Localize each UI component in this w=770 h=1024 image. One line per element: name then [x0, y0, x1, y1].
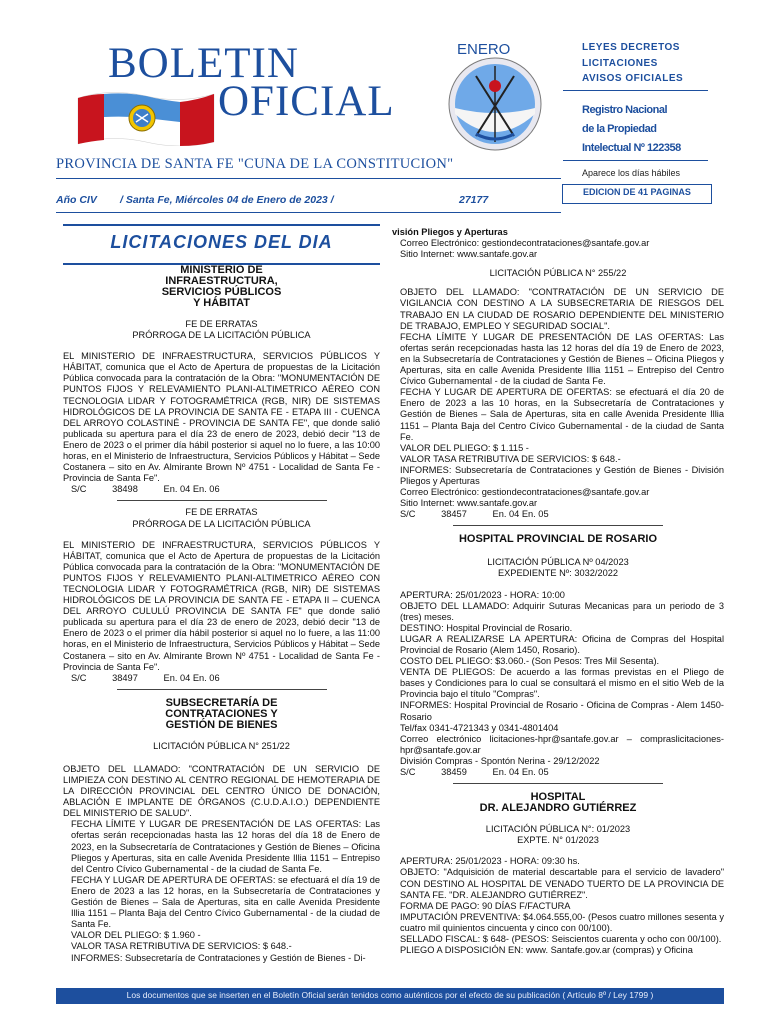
divider	[563, 160, 708, 161]
licitacion-tasa: VALOR TASA RETRIBUTIVA DE SERVICIOS: $ 648.-	[71, 941, 292, 952]
hospital-division: División Compras - Spontón Nerina - 29/12/2022	[400, 755, 600, 766]
licitacion-number: LICITACIÓN PÚBLICA N° 255/22	[489, 268, 627, 279]
tag-licitaciones: LICITACIONES	[582, 57, 658, 69]
licitacion-email: Correo Electrónico: gestiondecontrataciones@santafe.gov.ar	[400, 487, 650, 498]
hospital-tel: Tel/fax 0341-4721343 y 0341-4801404	[400, 722, 559, 733]
hospital-objeto: OBJETO DEL LLAMADO: Adquirir Suturas Mecanicas para un periodo de 3 (tres) meses.	[400, 600, 724, 622]
errata-subheading: PRÓRROGA DE LA LICITACIÓN PÚBLICA	[132, 330, 311, 341]
hospital-apertura: APERTURA: 25/01/2023 - HORA: 10:00	[400, 589, 565, 600]
separator	[117, 689, 327, 690]
continuation-line: visión Pliegos y Aperturas	[392, 227, 508, 237]
left-column	[63, 265, 380, 980]
ministry-heading-4: Y HÁBITAT	[193, 297, 250, 309]
registro-line-1: Registro Nacional	[582, 104, 668, 116]
ministry-heading-3: SERVICIOS PÚBLICOS	[161, 286, 282, 298]
separator	[453, 783, 663, 784]
licitacion-valor: VALOR DEL PLIEGO: $ 1.960 -	[71, 930, 201, 941]
month-label: ENERO	[457, 41, 511, 58]
hospital-destino: DESTINO: Hospital Provincial de Rosario.	[400, 622, 573, 633]
licitacion-informes: INFORMES: Subsecretaría de Contrataciones y Gestión de Bienes - División Pliegos y Aperturas	[400, 464, 724, 486]
header-rule	[56, 178, 561, 179]
hospital2-apertura: APERTURA: 25/01/2023 - HORA: 09:30 hs.	[400, 856, 580, 867]
hospital-lugar: LUGAR A REALIZARSE LA APERTURA: Oficina de Compras del Hospital Provincial de Rosario (Alem 1450, Rosario).	[400, 633, 724, 655]
edition-pages: EDICION DE 41 PAGINAS	[583, 187, 691, 197]
errata-subheading: PRÓRROGA DE LA LICITACIÓN PÚBLICA	[132, 518, 311, 529]
hospital-title: HOSPITAL PROVINCIAL DE ROSARIO	[458, 533, 658, 546]
licitacion-informes: INFORMES: Subsecretaría de Contrataciones y Gestión de Bienes - Di-	[71, 952, 366, 963]
licitacion-valor: VALOR DEL PLIEGO: $ 1.115 -	[400, 442, 529, 453]
divider	[563, 90, 708, 91]
hospital-venta: VENTA DE PLIEGOS: De acuerdo a las formas previstas en el Pliego de bases y Condiciones para lo cual se consultará el mismo en el sitio Web de la Provincia bajo el título "Compras".	[400, 667, 724, 700]
hospital2-imputacion: IMPUTACIÓN PREVENTIVA: $4.064.555,00- (Pesos cuatro millones sesenta y cuatro mil quinientos cincuenta y cinco con 00/100).	[400, 911, 724, 933]
tag-avisos: AVISOS OFICIALES	[582, 73, 684, 84]
errata-ref: S/C 38498 En. 04 En. 06	[71, 484, 220, 495]
licitacion-site: Sitio Internet: www.santafe.gov.ar	[400, 498, 538, 509]
licitacion-opening: FECHA Y LUGAR DE APERTURA DE OFERTAS: se efectuará el día 19 de Enero de 2023 a las 12 horas, en la Subsecretaría de Contrataciones y Gestión de Bienes – Sala de Aperturas, sita en calle Avenida Presidente Illia 1151 – Planta Baja del Centro Cívico Gubernamental - de la ciudad de Santa Fe.	[71, 874, 380, 930]
hospital-licitacion: LICITACIÓN PÚBLICA Nº 04/2023	[487, 557, 629, 568]
registro-line-2: de la Propiedad	[582, 123, 657, 135]
footer-bar: Los documentos que se inserten en el Boletín Oficial serán tenidos como auténticos por el efecto de su publicación ( Artículo 8º / Ley 1799 )	[56, 988, 724, 1004]
errata-body: EL MINISTERIO DE INFRAESTRUCTURA, SERVICIOS PÚBLICOS Y HÁBITAT, comunica que el Acto de Apertura de propuestas de la Licitación Pública convocada para la contratación de la Obra: "MONUMENTACIÓN DE PUNTOS FIJOS Y RELEVAMIENTO PLANI-ALTIMETRICO AÉREO CON TECNOLOGIA LIDAR Y FOTOGRAMÉTRICA (RGB, NIR) DE SISTEMAS HIDROLÓGICOS DE LA PROVINCIA DE SANTA FE - ETAPA III - CUENCA DEL ARROYO COLASTINÉ - PROVINCIA DE SANTA FE", que donde salió publicada su apertura para el día 23 de enero de 2023, debió decir "13 de Enero de 2023 o el primer día hábil posterior si aquel no lo fuere, a las 10:00 horas, en el Ministerio de Infraestructura, Servicios Públicos y Hábitat – Sede Costanera – sito en Av. Almirante Brown Nº 4751 - Localidad de Santa Fe - Provincia de Santa Fe".	[63, 351, 380, 484]
licitacion-ref: S/C 38457 En. 04 En. 05	[400, 509, 549, 520]
registro-block	[582, 101, 681, 158]
ministry-heading-2: INFRAESTRUCTURA,	[165, 275, 278, 287]
year-label: Año CIV	[56, 194, 97, 206]
hospital2-pago: FORMA DE PAGO: 90 DÍAS F/FACTURA	[400, 900, 571, 911]
province-subtitle: PROVINCIA DE SANTA FE "CUNA DE LA CONSTITUCION"	[56, 156, 454, 172]
hospital2-title-2: DR. ALEJANDRO GUTIÉRREZ	[479, 802, 637, 815]
tag-leyes: LEYES DECRETOS	[582, 42, 680, 53]
licitacion-number: LICITACIÓN PÚBLICA N° 251/22	[153, 740, 290, 751]
licitacion-object: OBJETO DEL LLAMADO: "CONTRATACIÓN DE UN SERVICIO DE VIGILANCIA CON DESTINO A LA SUBSECRETARIA DE RIESGOS DEL TRABAJO EN LA CIUDAD DE ROSARIO DEPENDIENTE DEL MINISTERIO DE TRABAJO, EMPLEO Y SEGURIDAD SOCIAL".	[400, 287, 724, 331]
hospital-costo: COSTO DEL PLIEGO: $3.060.- (Son Pesos: Tres Mil Sesenta).	[400, 656, 660, 667]
continuation-site: Sitio Internet: www.santafe.gov.ar	[400, 249, 538, 260]
ministry-heading-1: MINISTERIO DE	[180, 265, 263, 276]
errata-ref: S/C 38497 En. 04 En. 06	[71, 672, 220, 683]
date-rule	[56, 212, 561, 213]
licitacion-tasa: VALOR TASA RETRIBUTIVA DE SERVICIOS: $ 648.-	[400, 453, 621, 464]
edition-number: 27177	[459, 194, 489, 206]
hospital-informes: INFORMES: Hospital Provincial de Rosario - Oficina de Compras - Alem 1450- Rosario	[400, 700, 724, 722]
hospital-ref: S/C 38459 En. 04 En. 05	[400, 767, 549, 778]
separator	[117, 500, 327, 501]
subsec-heading-2: CONTRATACIONES Y	[165, 707, 278, 720]
hospital2-expediente: EXPTE. N° 01/2023	[517, 835, 599, 846]
habiles-note: Aparece los días hábiles	[582, 168, 681, 178]
hospital2-objeto: OBJETO: "Adquisición de material descartable para el servicio de lavadero" CON DESTINO AL HOSPITAL DE VENADO TUERTO DE LA PROVINCIA DE SANTA FE. "DR. ALEJANDRO GUTIÉRREZ".	[400, 867, 724, 900]
licitacion-deadline: FECHA LÍMITE Y LUGAR DE PRESENTACIÓN DE LAS OFERTAS: Las ofertas serán recepcionadas hasta las 12 horas del día 18 de Enero de 2023, en la Subsecretaría de Contrataciones y Gestión de Bienes – Oficina Pliegos y Aperturas, sita en calle Avenida Presidente Illia 1151 – Entrepiso del Centro Cívico Gubernamental - de la ciudad de Santa Fe.	[71, 819, 380, 874]
title-oficial: OFICIAL	[218, 78, 395, 125]
santa-fe-flag-emblem	[76, 84, 216, 146]
licitacion-deadline: FECHA LÍMITE Y LUGAR DE PRESENTACIÓN DE LAS OFERTAS: Las ofertas serán recepcionadas hasta las 12 horas del día 19 de Enero de 2023, en la Subsecretaría de Contrataciones y Gestión de Bienes – Oficina Pliegos y Aperturas, sita en calle Avenida Presidente Illia 1151 – Entrepiso del Centro Cívico Gubernamental - de la ciudad de Santa Fe.	[400, 331, 724, 387]
coat-of-arms-icon	[446, 56, 544, 152]
licitacion-object: OBJETO DEL LLAMADO: "CONTRATACIÓN DE UN SERVICIO DE LIMPIEZA CON DESTINO AL CENTRO REGIONAL DE HEMOTERAPIA DE LA DIRECCIÓN PROVINCIAL DEL CENTRO ÚNICO DE DONACIÓN, ABLACIÓN E IMPLANTE DE ÓRGANOS (C.U.D.A.I.O.) DEPENDIENTE DEL MINISTERIO DE SALUD".	[63, 763, 380, 819]
right-column	[392, 227, 724, 984]
hospital2-licitacion: LICITACIÓN PÚBLICA N°: 01/2023	[485, 824, 631, 835]
publication-types	[582, 40, 683, 87]
errata-body: EL MINISTERIO DE INFRAESTRUCTURA, SERVICIOS PÚBLICOS Y HÁBITAT, comunica que el Acto de Apertura de propuestas de la Licitación Pública convocada para la contratación de la Obra: "MONUMENTACIÓN DE PUNTOS FIJOS Y RELEVAMIENTO PLANI-ALTIMETRICO AÉREO CON TECNOLOGIA LIDAR Y FOTOGRAMÉTRICA (RGB, NIR) DE SISTEMAS HIDROLÓGICOS DE LA PROVINCIA DE SANTA FE - ETAPA II – CUENCA DEL ARROYO CULULÚ PROVINCIA DE SANTA FE" que donde salió publicada su apertura para el día 23 de enero de 2023, debió decir "13 de Enero de 2023 o el primer día hábil posterior si aquel no lo fuere, a las 11:00 horas, en el Ministerio de Infraestructura, Servicios Públicos y Hábitat – Sede Costanera – sito en Av. Almirante Brown Nº 4751 - Localidad de Santa Fe - Provincia de Santa Fe".	[63, 539, 380, 672]
hospital2-sellado: SELLADO FISCAL: $ 648- (PESOS: Seiscientos cuarenta y ocho con 00/100).	[400, 933, 722, 944]
hospital-correo: Correo electrónico licitaciones-hpr@santafe.gov.ar – compraslicitaciones-hpr@santafe.gov.ar	[400, 733, 724, 755]
subsec-heading-3: GESTIÓN DE BIENES	[165, 718, 278, 731]
licitacion-opening: FECHA Y LUGAR DE APERTURA DE OFERTAS: se efectuará el día 20 de Enero de 2023 a las 10 horas, en la Subsecretaría de Contrataciones y Gestión de Bienes – Sala de Aperturas, sita en calle Avenida Presidente Illia 1151 – Planta Baja del Centro Cívico Gubernamental - de la ciudad de Santa Fe.	[400, 387, 724, 442]
hospital2-title-1: HOSPITAL	[530, 791, 586, 804]
errata-heading: FE DE ERRATAS	[185, 507, 258, 518]
hospital-expediente: EXPEDIENTE Nº: 3032/2022	[497, 568, 619, 579]
separator	[453, 525, 663, 526]
hospital2-pliego: PLIEGO A DISPOSICIÓN EN: www. Santafe.gov.ar (compras) y Oficina	[400, 945, 693, 956]
subsec-heading-1: SUBSECRETARÍA DE	[165, 696, 278, 709]
title-boletin: BOLETIN	[108, 40, 299, 87]
registro-line-3: Intelectual Nº 122358	[582, 142, 681, 154]
date-line: / Santa Fe, Miércoles 04 de Enero de 2023 /	[120, 194, 334, 206]
continuation-email: Correo Electrónico: gestiondecontrataciones@santafe.gov.ar	[400, 238, 650, 249]
errata-heading: FE DE ERRATAS	[185, 319, 258, 329]
section-title: LICITACIONES DEL DIA	[110, 232, 333, 252]
